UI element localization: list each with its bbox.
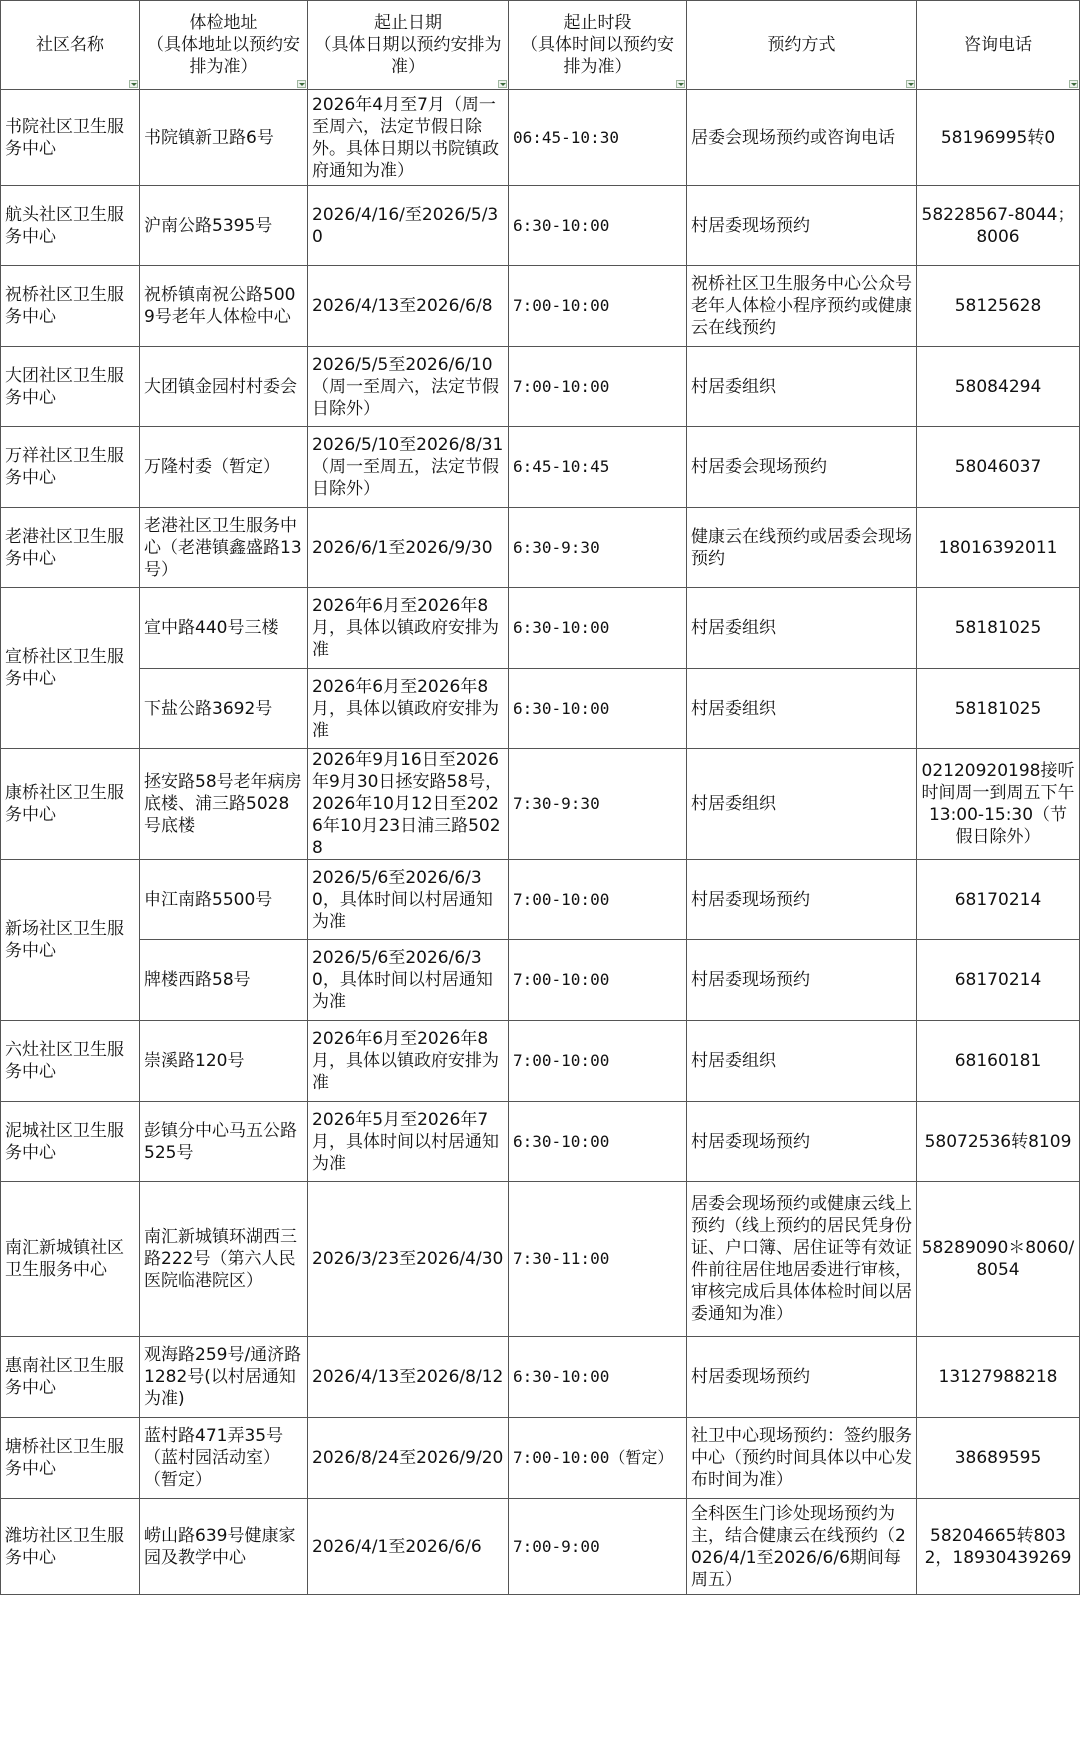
cell-method[interactable]: 健康云在线预约或居委会现场预约 xyxy=(687,508,917,588)
column-header-phone[interactable] xyxy=(917,1,1080,90)
cell-time[interactable]: 7:00-10:00 xyxy=(509,347,687,427)
table-row xyxy=(1,1499,1080,1595)
cell-method[interactable]: 村居委现场预约 xyxy=(687,1102,917,1182)
table-row xyxy=(1,427,1080,508)
table-row xyxy=(1,1337,1080,1418)
cell-phone[interactable]: 68170214 xyxy=(917,860,1080,940)
cell-method[interactable]: 村居委组织 xyxy=(687,669,917,749)
cell-address[interactable]: 沪南公路5395号 xyxy=(140,186,308,266)
column-header-label: 社区名称 xyxy=(36,35,104,55)
cell-time[interactable]: 6:45-10:45 xyxy=(509,427,687,508)
header-row xyxy=(1,1,1080,90)
cell-community-name[interactable]: 航头社区卫生服务中心 xyxy=(1,186,140,266)
cell-dates[interactable]: 2026/5/5至2026/6/10（周一至周六，法定节假日除外） xyxy=(308,347,509,427)
cell-method[interactable]: 社卫中心现场预约：签约服务中心（预约时间具体以中心发布时间为准） xyxy=(687,1418,917,1499)
cell-time[interactable]: 7:00-10:00 xyxy=(509,860,687,940)
filter-dropdown-icon[interactable] xyxy=(129,80,138,88)
cell-time[interactable]: 06:45-10:30 xyxy=(509,90,687,186)
filter-dropdown-icon[interactable] xyxy=(498,80,507,88)
cell-phone[interactable]: 02120920198接听时间周一到周五下午13:00-15:30（节假日除外） xyxy=(917,749,1080,860)
cell-address[interactable]: 崇溪路120号 xyxy=(140,1021,308,1102)
cell-address[interactable]: 下盐公路3692号 xyxy=(140,669,308,749)
cell-address[interactable]: 崂山路639号健康家园及教学中心 xyxy=(140,1499,308,1595)
cell-community-name[interactable]: 惠南社区卫生服务中心 xyxy=(1,1337,140,1418)
cell-phone[interactable]: 68170214 xyxy=(917,940,1080,1021)
cell-method[interactable]: 居委会现场预约或咨询电话 xyxy=(687,90,917,186)
cell-phone[interactable]: 58228567-8044；8006 xyxy=(917,186,1080,266)
cell-dates[interactable]: 2026年9月16日至2026年9月30日拯安路58号，2026年10月12日至2026年10月23日浦三路5028 xyxy=(308,749,509,860)
cell-community-name[interactable]: 宣桥社区卫生服务中心 xyxy=(1,588,140,749)
cell-community-name[interactable]: 泥城社区卫生服务中心 xyxy=(1,1102,140,1182)
cell-dates[interactable]: 2026年4月至7月（周一至周六，法定节假日除外。具体日期以书院镇政府通知为准） xyxy=(308,90,509,186)
cell-phone[interactable]: 58196995转0 xyxy=(917,90,1080,186)
table-row xyxy=(1,749,1080,860)
cell-method[interactable]: 村居委组织 xyxy=(687,749,917,860)
cell-time[interactable]: 7:00-10:00 xyxy=(509,1021,687,1102)
cell-community-name[interactable]: 六灶社区卫生服务中心 xyxy=(1,1021,140,1102)
cell-dates[interactable]: 2026/3/23至2026/4/30 xyxy=(308,1182,509,1337)
cell-address[interactable]: 拯安路58号老年病房底楼、浦三路5028号底楼 xyxy=(140,749,308,860)
cell-address[interactable]: 彭镇分中心马五公路525号 xyxy=(140,1102,308,1182)
column-header-method[interactable] xyxy=(687,1,917,90)
table-row xyxy=(1,186,1080,266)
cell-dates[interactable]: 2026/5/6至2026/6/30，具体时间以村居通知为准 xyxy=(308,860,509,940)
cell-address[interactable]: 宣中路440号三楼 xyxy=(140,588,308,669)
cell-time[interactable]: 7:00-10:00 xyxy=(509,266,687,347)
column-header-label: 起止时段 （具体时间以预约安排为准） xyxy=(521,13,674,77)
cell-community-name[interactable]: 南汇新城镇社区卫生服务中心 xyxy=(1,1182,140,1337)
cell-address[interactable]: 申江南路5500号 xyxy=(140,860,308,940)
table-row xyxy=(1,90,1080,186)
cell-phone[interactable]: 38689595 xyxy=(917,1418,1080,1499)
cell-dates[interactable]: 2026/4/13至2026/6/8 xyxy=(308,266,509,347)
table-row xyxy=(1,1021,1080,1102)
cell-dates[interactable]: 2026年6月至2026年8月，具体以镇政府安排为准 xyxy=(308,669,509,749)
table-row xyxy=(1,1102,1080,1182)
cell-method[interactable]: 居委会现场预约或健康云线上预约（线上预约的居民凭身份证、户口簿、居住证等有效证件前往居住地居委进行审核，审核完成后具体体检时间以居委通知为准） xyxy=(687,1182,917,1337)
cell-dates[interactable]: 2026/4/13至2026/8/12 xyxy=(308,1337,509,1418)
table-row xyxy=(1,860,1080,940)
cell-community-name[interactable]: 大团社区卫生服务中心 xyxy=(1,347,140,427)
cell-address[interactable]: 牌楼西路58号 xyxy=(140,940,308,1021)
cell-dates[interactable]: 2026年5月至2026年7月，具体时间以村居通知为准 xyxy=(308,1102,509,1182)
column-header-label: 预约方式 xyxy=(767,35,836,55)
column-header-dates[interactable] xyxy=(308,1,509,90)
cell-time[interactable]: 6:30-10:00 xyxy=(509,1337,687,1418)
cell-phone[interactable]: 58072536转8109 xyxy=(917,1102,1080,1182)
cell-method[interactable]: 全科医生门诊处现场预约为主，结合健康云在线预约（2026/4/1至2026/6/6期间每周五） xyxy=(687,1499,917,1595)
column-header-label: 起止日期 （具体日期以预约安排为准） xyxy=(314,13,502,77)
cell-phone[interactable]: 58046037 xyxy=(917,427,1080,508)
cell-time[interactable]: 7:30-9:30 xyxy=(509,749,687,860)
cell-method[interactable]: 村居委组织 xyxy=(687,1021,917,1102)
column-header-label: 咨询电话 xyxy=(964,35,1032,55)
cell-community-name[interactable]: 康桥社区卫生服务中心 xyxy=(1,749,140,860)
filter-dropdown-icon[interactable] xyxy=(676,80,685,88)
filter-dropdown-icon[interactable] xyxy=(297,80,306,88)
cell-phone[interactable]: 58289090＊8060/8054 xyxy=(917,1182,1080,1337)
cell-method[interactable]: 村居委组织 xyxy=(687,347,917,427)
cell-method[interactable]: 村居委会现场预约 xyxy=(687,427,917,508)
cell-time[interactable]: 6:30-10:00 xyxy=(509,588,687,669)
cell-community-name[interactable]: 万祥社区卫生服务中心 xyxy=(1,427,140,508)
column-header-time[interactable] xyxy=(509,1,687,90)
table-row xyxy=(1,347,1080,427)
cell-phone[interactable]: 58181025 xyxy=(917,669,1080,749)
cell-community-name[interactable]: 老港社区卫生服务中心 xyxy=(1,508,140,588)
table-row xyxy=(1,1182,1080,1337)
cell-method[interactable]: 祝桥社区卫生服务中心公众号老年人体检小程序预约或健康云在线预约 xyxy=(687,266,917,347)
cell-time[interactable]: 6:30-9:30 xyxy=(509,508,687,588)
cell-address[interactable]: 万隆村委（暂定） xyxy=(140,427,308,508)
cell-address[interactable]: 祝桥镇南祝公路5009号老年人体检中心 xyxy=(140,266,308,347)
cell-time[interactable]: 7:00-10:00（暂定） xyxy=(509,1418,687,1499)
cell-dates[interactable]: 2026/8/24至2026/9/20 xyxy=(308,1418,509,1499)
cell-address[interactable]: 观海路259号/通济路1282号(以村居通知为准) xyxy=(140,1337,308,1418)
cell-dates[interactable]: 2026年6月至2026年8月，具体以镇政府安排为准 xyxy=(308,588,509,669)
cell-community-name[interactable]: 祝桥社区卫生服务中心 xyxy=(1,266,140,347)
cell-method[interactable]: 村居委现场预约 xyxy=(687,940,917,1021)
filter-dropdown-icon[interactable] xyxy=(1069,80,1078,88)
cell-dates[interactable]: 2026/4/1至2026/6/6 xyxy=(308,1499,509,1595)
column-header-community[interactable] xyxy=(1,1,140,90)
column-header-address[interactable] xyxy=(140,1,308,90)
cell-community-name[interactable]: 潍坊社区卫生服务中心 xyxy=(1,1499,140,1595)
cell-community-name[interactable]: 塘桥社区卫生服务中心 xyxy=(1,1418,140,1499)
cell-dates[interactable]: 2026/5/6至2026/6/30，具体时间以村居通知为准 xyxy=(308,940,509,1021)
table-row xyxy=(1,508,1080,588)
table-row xyxy=(1,266,1080,347)
cell-dates[interactable]: 2026/6/1至2026/9/30 xyxy=(308,508,509,588)
cell-time[interactable]: 6:30-10:00 xyxy=(509,1102,687,1182)
cell-method[interactable]: 村居委现场预约 xyxy=(687,860,917,940)
cell-phone[interactable]: 58084294 xyxy=(917,347,1080,427)
cell-time[interactable]: 7:30-11:00 xyxy=(509,1182,687,1337)
cell-address[interactable]: 老港社区卫生服务中心（老港镇鑫盛路13号） xyxy=(140,508,308,588)
cell-phone[interactable]: 13127988218 xyxy=(917,1337,1080,1418)
cell-phone[interactable]: 58125628 xyxy=(917,266,1080,347)
cell-community-name[interactable]: 新场社区卫生服务中心 xyxy=(1,860,140,1021)
table-row xyxy=(1,588,1080,669)
cell-time[interactable]: 7:00-9:00 xyxy=(509,1499,687,1595)
cell-community-name[interactable]: 书院社区卫生服务中心 xyxy=(1,90,140,186)
cell-method[interactable]: 村居委组织 xyxy=(687,588,917,669)
table-row xyxy=(1,1418,1080,1499)
cell-address[interactable]: 蓝村路471弄35号（蓝村园活动室）（暂定） xyxy=(140,1418,308,1499)
table-row xyxy=(1,669,1080,749)
cell-phone[interactable]: 68160181 xyxy=(917,1021,1080,1102)
cell-address[interactable]: 大团镇金园村村委会 xyxy=(140,347,308,427)
table-row xyxy=(1,940,1080,1021)
cell-method[interactable]: 村居委现场预约 xyxy=(687,186,917,266)
filter-dropdown-icon[interactable] xyxy=(906,80,915,88)
cell-method[interactable]: 村居委现场预约 xyxy=(687,1337,917,1418)
column-header-label: 体检地址 （具体地址以预约安排为准） xyxy=(147,13,300,77)
cell-dates[interactable]: 2026/4/16/至2026/5/30 xyxy=(308,186,509,266)
cell-time[interactable]: 7:00-10:00 xyxy=(509,940,687,1021)
cell-time[interactable]: 6:30-10:00 xyxy=(509,186,687,266)
cell-phone[interactable]: 18016392011 xyxy=(917,508,1080,588)
cell-dates[interactable]: 2026年6月至2026年8月，具体以镇政府安排为准 xyxy=(308,1021,509,1102)
cell-dates[interactable]: 2026/5/10至2026/8/31（周一至周五，法定节假日除外） xyxy=(308,427,509,508)
table-body xyxy=(1,90,1080,1595)
cell-time[interactable]: 6:30-10:00 xyxy=(509,669,687,749)
cell-address[interactable]: 书院镇新卫路6号 xyxy=(140,90,308,186)
cell-address[interactable]: 南汇新城镇环湖西三路222号（第六人民医院临港院区） xyxy=(140,1182,308,1337)
cell-phone[interactable]: 58204665转8032，18930439269 xyxy=(917,1499,1080,1595)
cell-phone[interactable]: 58181025 xyxy=(917,588,1080,669)
